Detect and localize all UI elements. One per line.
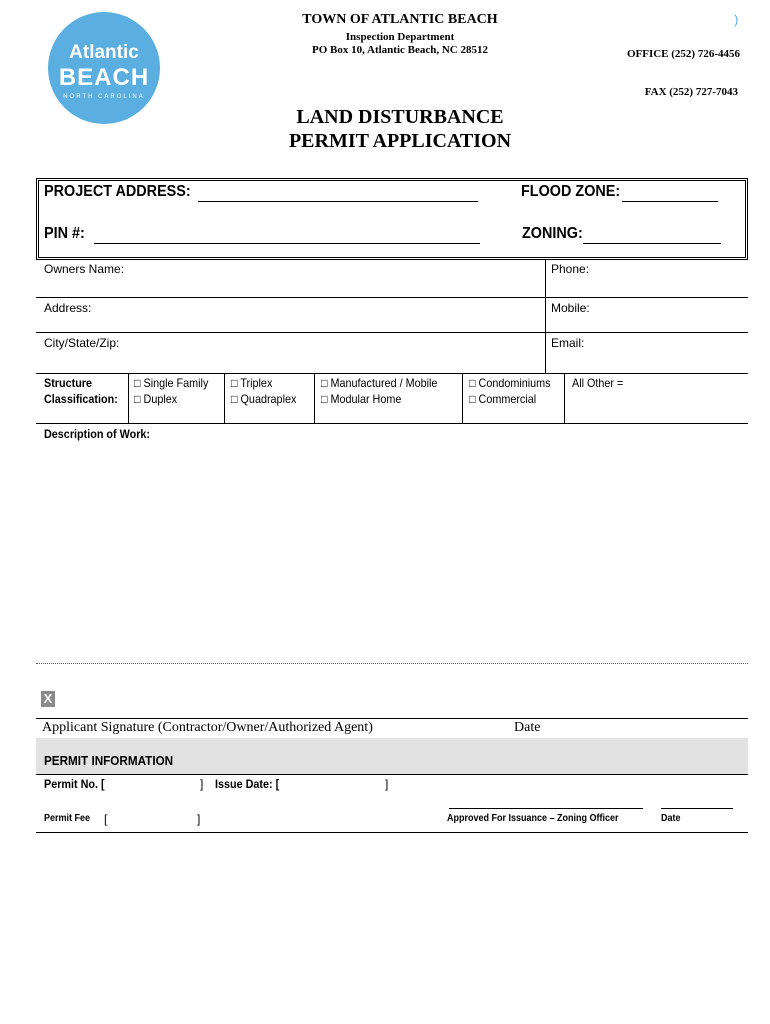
permit-fee-bracket-open: [: [104, 812, 108, 826]
column-divider: [314, 373, 315, 423]
column-divider: [224, 373, 225, 423]
description-of-work-label: Description of Work:: [44, 427, 151, 441]
option-label: Modular Home: [330, 392, 402, 406]
column-divider: [128, 373, 129, 423]
approval-date-label: Date: [661, 813, 681, 824]
zoning-label: ZONING:: [522, 225, 583, 242]
flood-zone-field[interactable]: [622, 188, 718, 202]
issue-date-bracket-close: ]: [385, 777, 389, 791]
form-title-line2: PERMIT APPLICATION: [288, 130, 512, 152]
approval-signature-line[interactable]: [449, 808, 643, 809]
checkbox-condominiums[interactable]: □ Condominiums: [469, 376, 551, 390]
row-divider: [36, 297, 748, 298]
form-title-line1: LAND DISTURBANCE: [296, 106, 504, 128]
row-divider: [36, 423, 748, 424]
logo-text-state: NORTH CAROLINA: [63, 94, 145, 100]
row-divider: [36, 774, 748, 775]
column-divider: [545, 260, 546, 373]
option-label: Quadraplex: [240, 392, 297, 406]
option-label: Triplex: [240, 376, 273, 390]
permit-no-bracket-close: ]: [200, 777, 204, 791]
checkbox-manufactured-mobile[interactable]: □ Manufactured / Mobile: [321, 376, 438, 390]
town-name: TOWN OF ATLANTIC BEACH: [302, 12, 498, 27]
row-divider: [36, 373, 748, 374]
permit-fee-field[interactable]: [112, 812, 196, 828]
checkbox-duplex[interactable]: □ Duplex: [134, 392, 178, 406]
owner-name-label: Owners Name:: [44, 262, 125, 276]
permit-information-heading: PERMIT INFORMATION: [44, 753, 174, 768]
option-label: Manufactured / Mobile: [330, 376, 438, 390]
pin-field[interactable]: [94, 230, 480, 244]
mobile-label: Mobile:: [551, 301, 590, 315]
approved-for-issuance-label: Approved For Issuance – Zoning Officer: [447, 813, 619, 824]
classification-label: Classification:: [44, 392, 118, 406]
project-address-field[interactable]: [198, 188, 478, 202]
all-other-field[interactable]: All Other =: [572, 376, 624, 390]
row-divider: [36, 332, 748, 333]
department-name: Inspection Department: [345, 31, 455, 43]
applicant-signature-label: Applicant Signature (Contractor/Owner/Authorized Agent): [42, 720, 373, 735]
logo-text-atlantic: Atlantic: [69, 42, 139, 63]
checkbox-modular-home[interactable]: □ Modular Home: [321, 392, 402, 406]
description-of-work-area[interactable]: [36, 444, 748, 658]
form-bottom-line: [36, 832, 748, 833]
fax-number: FAX (252) 727-7043: [644, 86, 738, 98]
structure-label: Structure: [44, 376, 93, 390]
checkbox-quadraplex[interactable]: □ Quadraplex: [231, 392, 297, 406]
issue-date-label: Issue Date: [: [215, 777, 280, 791]
city-state-zip-label: City/State/Zip:: [44, 336, 120, 350]
checkbox-triplex[interactable]: □ Triplex: [231, 376, 273, 390]
option-label: Commercial: [478, 392, 537, 406]
option-label: Condominiums: [478, 376, 551, 390]
description-end-line: [36, 663, 748, 664]
zoning-field[interactable]: [583, 230, 721, 244]
permit-no-field[interactable]: [112, 777, 196, 793]
project-address-label: PROJECT ADDRESS:: [44, 183, 191, 200]
option-label: Duplex: [143, 392, 178, 406]
permit-fee-label: Permit Fee: [44, 813, 91, 824]
checkbox-single-family[interactable]: □ Single Family: [134, 376, 209, 390]
email-label: Email:: [551, 336, 585, 350]
approval-date-line[interactable]: [661, 808, 733, 809]
flood-zone-label: FLOOD ZONE:: [521, 183, 621, 200]
column-divider: [462, 373, 463, 423]
logo-text-beach: BEACH: [58, 64, 150, 91]
office-phone: OFFICE (252) 726-4456: [626, 48, 740, 60]
pin-label: PIN #:: [44, 225, 85, 242]
permit-fee-bracket-close: ]: [197, 812, 201, 826]
signature-date-label: Date: [514, 720, 541, 735]
signature-x-marker: X: [41, 691, 55, 707]
address-label: Address:: [44, 301, 92, 315]
permit-no-label: Permit No. [: [44, 777, 105, 791]
column-divider: [564, 373, 565, 423]
option-label: Single Family: [143, 376, 209, 390]
issue-date-field[interactable]: [288, 777, 382, 793]
applicant-signature-field[interactable]: [36, 690, 748, 718]
phone-label: Phone:: [551, 262, 590, 276]
signature-line: [36, 718, 748, 719]
atlantic-beach-logo: [48, 12, 160, 124]
department-address: PO Box 10, Atlantic Beach, NC 28512: [312, 44, 488, 56]
checkbox-commercial[interactable]: □ Commercial: [469, 392, 537, 406]
header-mark: ): [734, 12, 739, 27]
